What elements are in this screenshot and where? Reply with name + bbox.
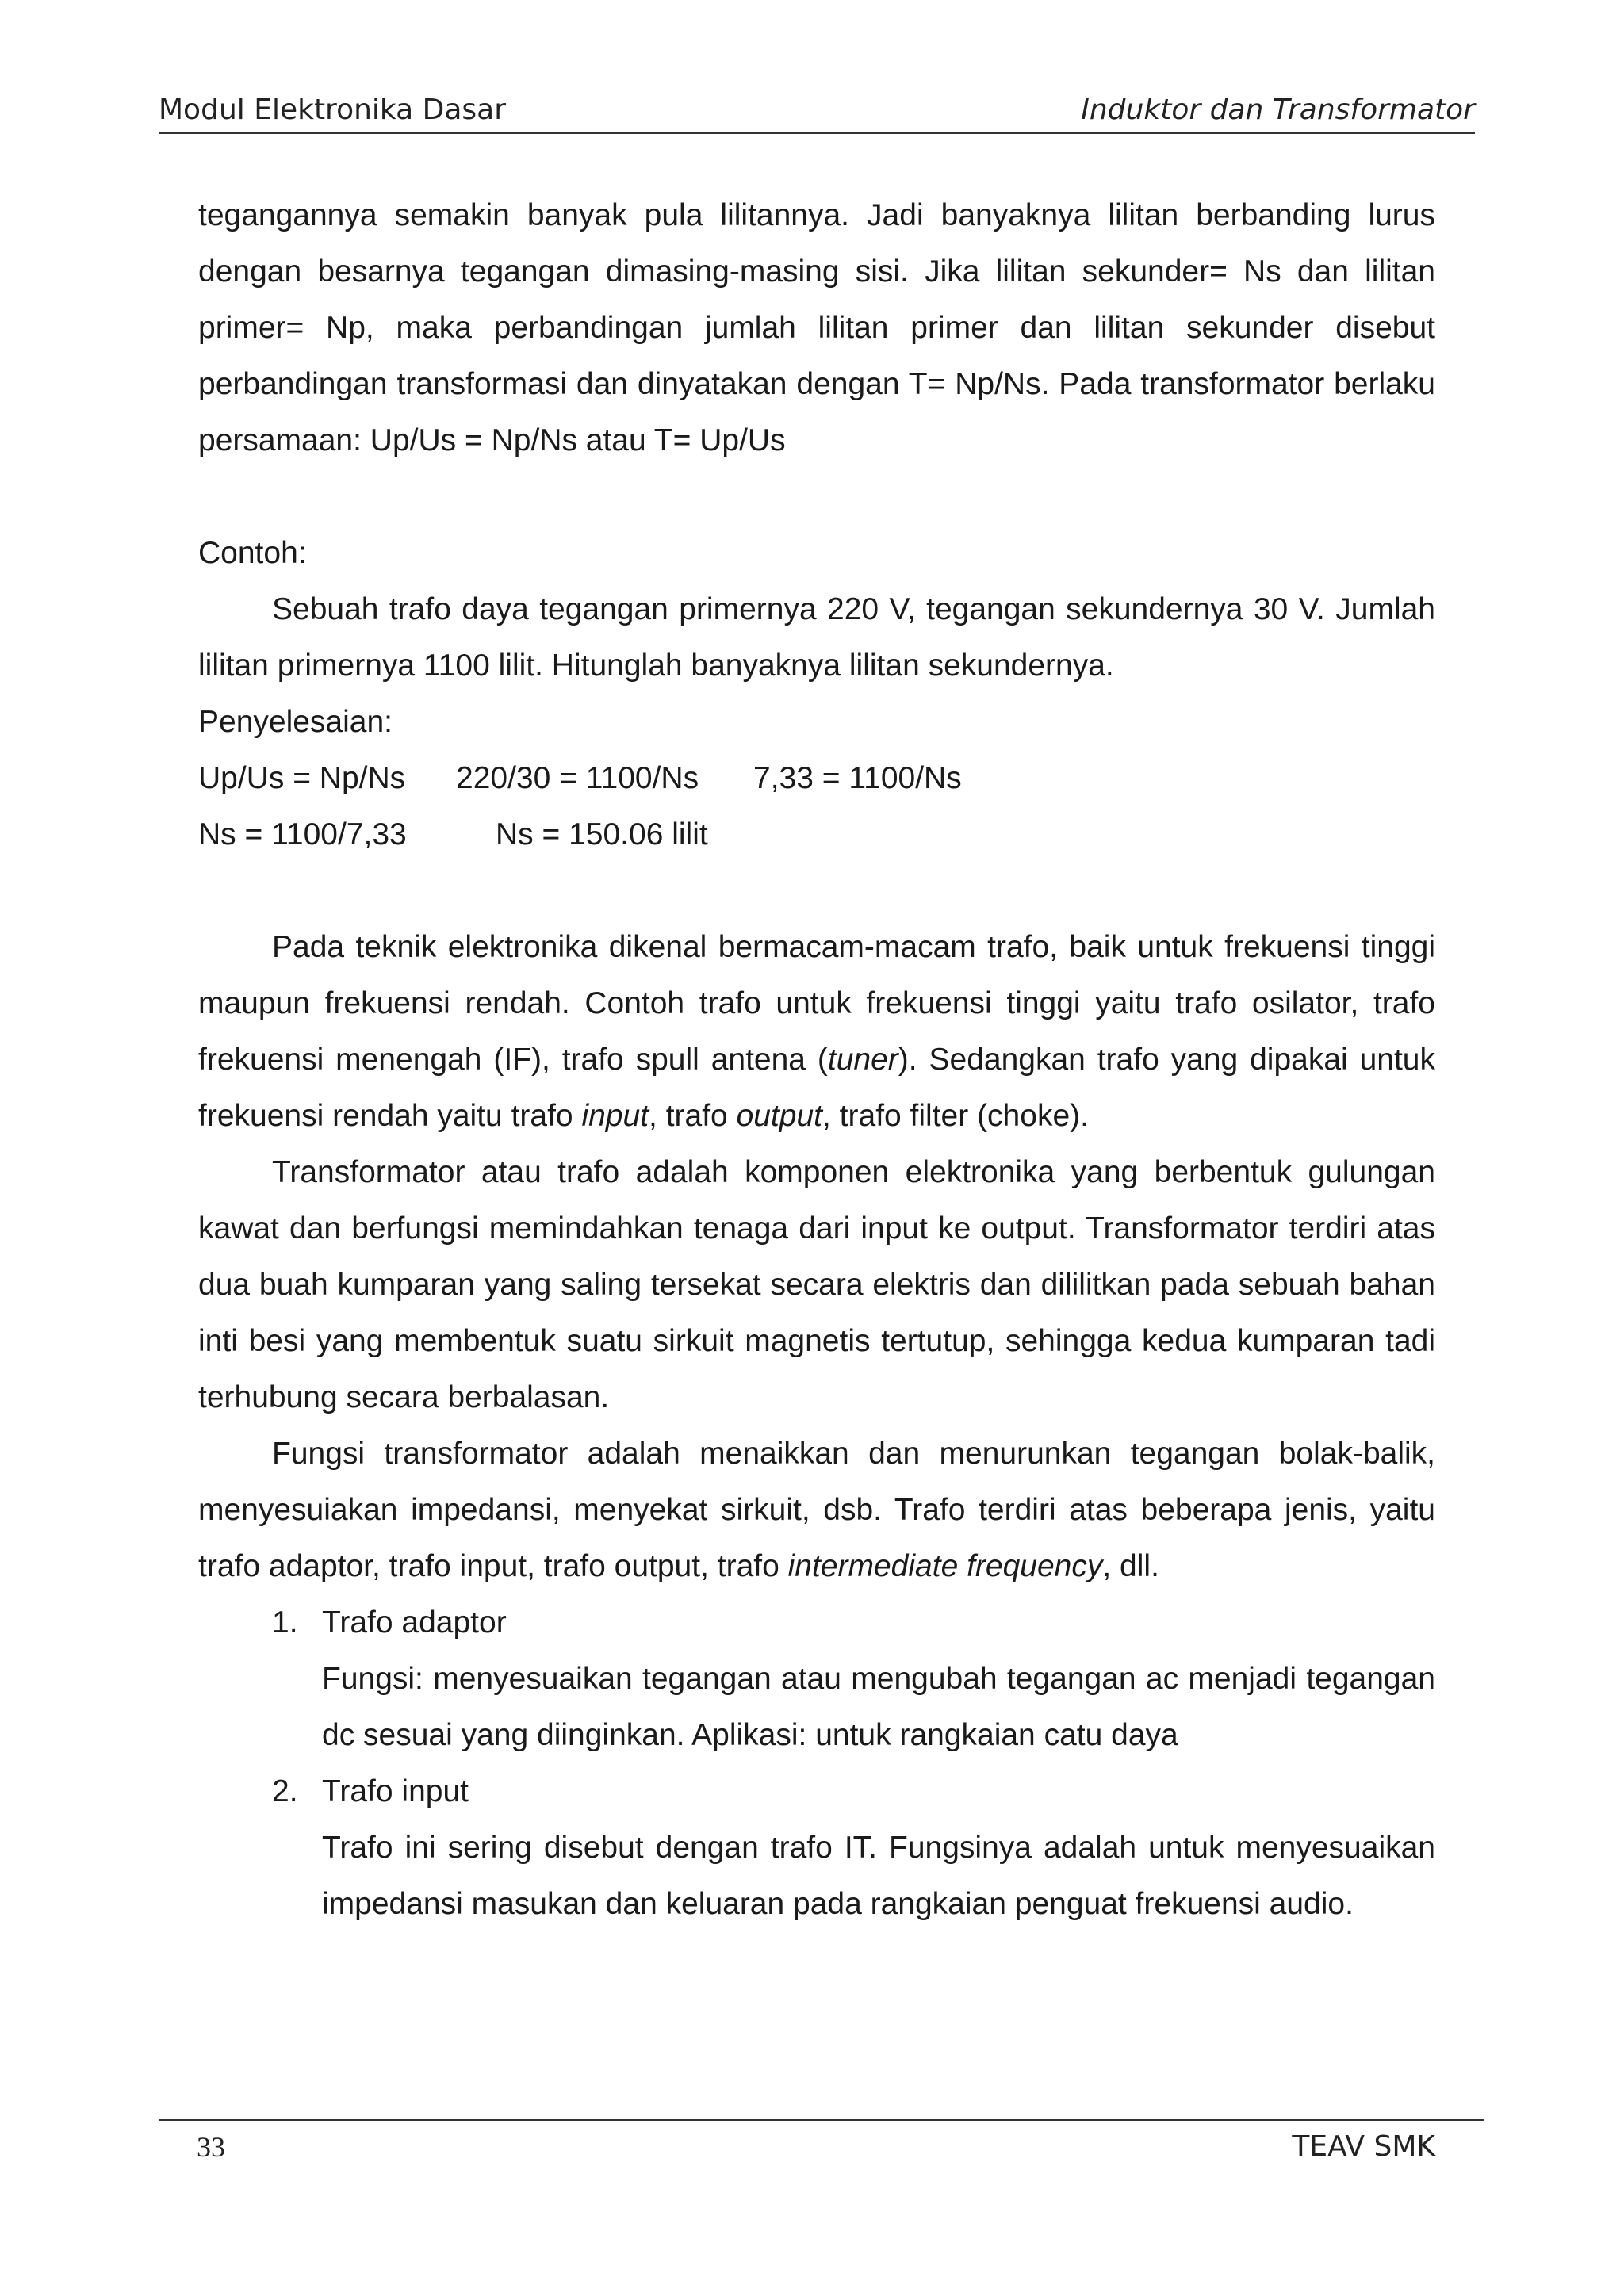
list-item-description: Trafo ini sering disebut dengan trafo IT. Fungsinya adalah untuk menyesuaikan impedansi masukan dan keluaran pada rangkaian penguat frekuensi audio. bbox=[322, 1831, 1435, 1921]
list-item bbox=[198, 1763, 1435, 1932]
emphasis-input: input bbox=[581, 1099, 649, 1133]
example-label: Contoh: bbox=[198, 536, 307, 570]
solution-label: Penyelesaian: bbox=[198, 705, 393, 739]
text-run: ). Sedangkan trafo yang dipakai untuk frekuensi rendah yaitu trafo bbox=[198, 1043, 1435, 1133]
paragraph-transformer-function bbox=[198, 1425, 1435, 1594]
list-number: 1. bbox=[272, 1605, 298, 1640]
emphasis-intermediate-frequency: intermediate frequency bbox=[787, 1549, 1103, 1583]
page-header bbox=[159, 94, 1475, 134]
equation: Up/Us = Np/Ns bbox=[198, 761, 406, 795]
spacer bbox=[198, 469, 1435, 525]
header-chapter-title: Induktor dan Transformator bbox=[1081, 94, 1475, 126]
emphasis-output: output bbox=[736, 1099, 823, 1133]
equation-result: Ns = 150.06 lilit bbox=[496, 817, 708, 851]
equation-row-1 bbox=[198, 750, 1435, 806]
text-run: , dll. bbox=[1102, 1549, 1159, 1583]
equation-row-2 bbox=[198, 806, 1435, 863]
list-item-description: Fungsi: menyesuaikan tegangan atau mengubah tegangan ac menjadi tegangan dc sesuai yang diinginkan. Aplikasi: untuk rangkaian catu daya bbox=[322, 1662, 1435, 1752]
text-run: , trafo bbox=[649, 1099, 737, 1133]
equation: 220/30 = 1100/Ns bbox=[456, 761, 699, 795]
text-run: , trafo filter (choke). bbox=[822, 1099, 1089, 1133]
list-item-title: Trafo adaptor bbox=[322, 1605, 507, 1640]
list-item bbox=[198, 1594, 1435, 1763]
example-problem: Sebuah trafo daya tegangan primernya 220 V, tegangan sekundernya 30 V. Jumlah lilitan primernya 1100 lilit. Hitunglah banyaknya lilitan sekundernya. bbox=[198, 592, 1435, 683]
trafo-list bbox=[198, 1594, 1435, 1932]
text-run: Pada teknik elektronika dikenal bermacam-macam trafo, baik untuk frekuensi tinggi maupun frekuensi rendah. Contoh trafo untuk frekuensi tinggi yaitu trafo osilator, trafo frekuensi menengah (IF), trafo spull antena ( bbox=[198, 930, 1435, 1077]
paragraph-transformer-definition: Transformator atau trafo adalah komponen elektronika yang berbentuk gulungan kawat dan berfungsi memindahkan tenaga dari input ke output. Transformator terdiri atas dua buah kumparan yang saling tersekat secara elektris dan dililitkan pada sebuah bahan inti besi yang membentuk suatu sirkuit magnetis tertutup, sehingga kedua kumparan tadi terhubung secara berbalasan. bbox=[198, 1155, 1435, 1414]
text-run: Fungsi transformator adalah menaikkan dan menurunkan tegangan bolak-balik, menyesuiakan impedansi, menyekat sirkuit, dsb. Trafo terdiri atas beberapa jenis, yaitu trafo adaptor, trafo input, trafo output, trafo bbox=[198, 1437, 1435, 1583]
equation: Ns = 1100/7,33 bbox=[198, 817, 407, 851]
spacer bbox=[198, 863, 1435, 919]
list-number: 2. bbox=[272, 1774, 298, 1808]
paragraph-transformation-ratio: tegangannya semakin banyak pula lilitannya. Jadi banyaknya lilitan berbanding lurus dengan besarnya tegangan dimasing-masing sisi. Jika lilitan sekunder= Ns dan lilitan primer= Np, maka perbandingan jumlah lilitan primer dan lilitan sekunder disebut perbandingan transformasi dan dinyatakan dengan T= Np/Ns. Pada transformator berlaku persamaan: Up/Us = Np/Ns atau T= Up/Us bbox=[198, 198, 1435, 457]
header-module-title: Modul Elektronika Dasar bbox=[159, 94, 507, 126]
list-item-title: Trafo input bbox=[322, 1774, 469, 1808]
page-footer bbox=[159, 2119, 1484, 2164]
equation: 7,33 = 1100/Ns bbox=[753, 761, 962, 795]
paragraph-trafo-types bbox=[198, 919, 1435, 1144]
footer-organization: TEAV SMK bbox=[1292, 2130, 1435, 2163]
page-content bbox=[198, 187, 1435, 1932]
emphasis-tuner: tuner bbox=[827, 1043, 898, 1077]
page-number: 33 bbox=[197, 2131, 225, 2163]
